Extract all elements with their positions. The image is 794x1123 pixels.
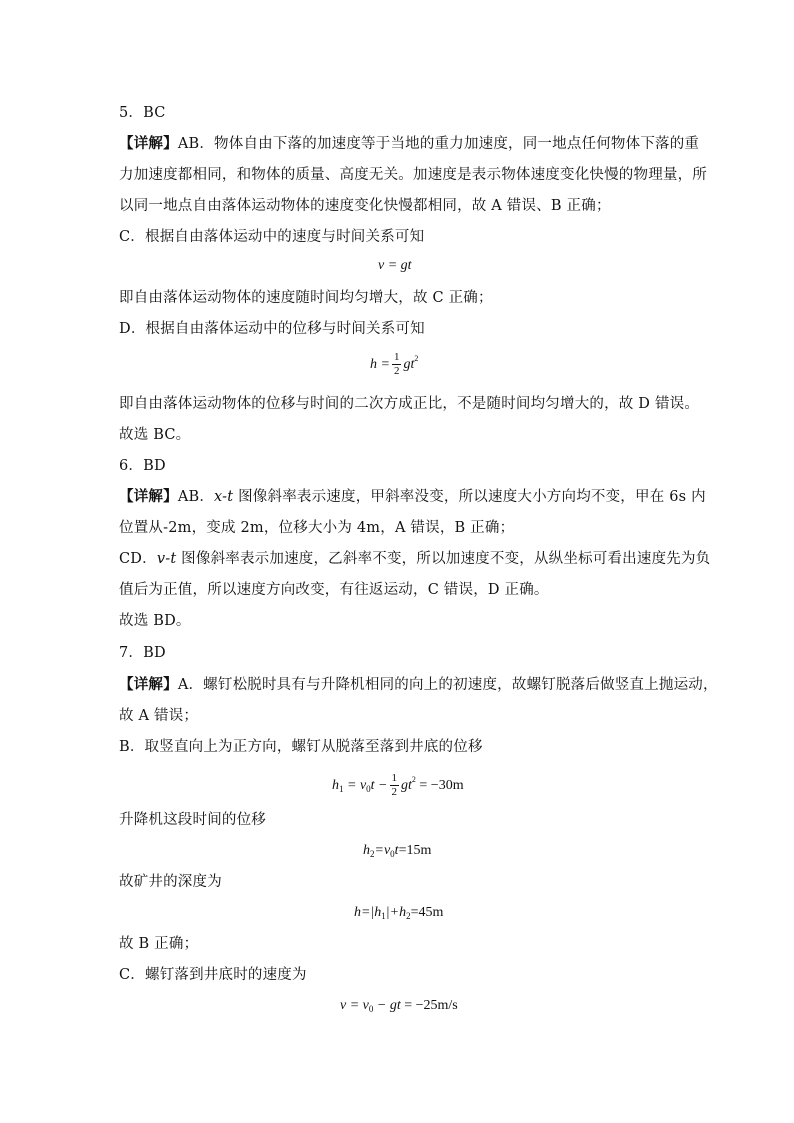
q7-header: 7．BD [119,645,166,661]
q5-f2-den: 2 [393,365,400,378]
q7-f6-b: − gt [373,998,401,1013]
q6-line2: 位置从-2m，变成 2m，位移大小为 4m，A 错误，B 正确； [119,520,515,536]
q7-line4: 升降机这段时间的位移 [119,812,266,828]
q6-l1b: x-t [214,489,234,505]
q5-formula-displacement [370,349,418,378]
q6-line5: 故选 BD。 [119,613,191,629]
q7-f3-b-sub: 0 [366,784,371,794]
q6-line3 [119,549,711,569]
q7-formula-screw-displacement [332,770,464,799]
q5-f2-left: h = [370,357,390,372]
q5-line2: 力加速度都相同，和物体的质量、高度无关。加速度是表示物体速度变化快慢的物理量，所 [119,167,707,183]
q7-line3: B．取竖直向上为正方向，螺钉从脱落至落到井底的位移 [119,739,483,755]
q7-f5-b-sub: 1 [381,911,386,921]
q7-f5-d: =45m [410,905,444,920]
q6-line4: 值后为正值，所以速度方向改变，有往返运动，C 错误，D 正确。 [119,582,549,598]
q7-line1 [119,675,718,695]
q5-f2-exp: 2 [414,354,419,363]
q7-f3-e: = −30m [415,778,464,793]
q7-f4-c: t [394,843,399,858]
q6-l1a: AB． [177,489,215,505]
q7-f3-fraction [390,772,400,799]
q5-tag: 【详解】 [119,135,178,152]
q5-line7: 即自由落体运动物体的位移与时间的二次方成正比，不是随时间均匀增大的，故 D 错误。 [119,396,700,412]
q5-line4: C．根据自由落体运动中的速度与时间关系可知 [119,229,425,245]
q5-line5: 即自由落体运动物体的速度随时间均匀增大，故 C 正确； [119,290,493,306]
q5-line8: 故选 BC。 [119,427,191,443]
q5-f2-right: gt [403,357,415,372]
q6-line1 [119,487,706,507]
q7-tag: 【详解】 [119,676,178,693]
q7-f3-d: gt [401,778,412,793]
q7-f4-d: =15m [398,843,432,858]
q7-f6-c: = −25m/s [400,998,458,1013]
q5-f2-num: 1 [393,351,400,364]
q7-line2: 故 A 错误； [119,708,199,724]
q7-f5-a: h [354,905,361,920]
q7-f3-den: 2 [391,786,398,799]
q7-f5-c: |+h [385,905,407,920]
q7-formula-final-velocity [340,996,458,1019]
q7-line6: 故 B 正确； [119,936,199,952]
q5-line3: 以同一地点自由落体运动物体的速度变化快慢都相同，故 A 错误、B 正确； [119,198,611,214]
q7-f3-num: 1 [391,772,398,785]
q5-formula-velocity: v = gt [378,258,412,273]
q7-f3-a-sub: 1 [339,784,344,794]
q5-line6: D．根据自由落体运动中的位移与时间关系可知 [119,321,425,337]
q5-f2-fraction [392,351,402,378]
q7-f5-c-sub: 2 [406,911,411,921]
q7-f4-b-sub: 0 [390,849,395,859]
q6-l1c: 图像斜率表示速度，甲斜率没变，所以速度大小方向均不变，甲在 6s 内 [233,489,706,505]
q7-formula-shaft-depth [354,903,443,926]
q5-line1 [119,134,700,154]
q7-f3-exp: 2 [411,775,416,784]
q6-l3b: v-t [156,551,177,567]
q6-l3a: CD． [119,551,157,567]
q5-header: 5．BC [119,105,166,121]
q7-f3-a: h [332,778,339,793]
q7-formula-elevator-displacement [363,841,431,864]
q7-f4-a-sub: 2 [370,849,375,859]
q7-line5: 故矿井的深度为 [119,874,222,890]
q7-f3-b: = v [343,778,367,793]
q7-f3-c: t − [370,778,388,793]
q7-f4-a: h [363,843,370,858]
q7-line7: C．螺钉落到井底时的速度为 [119,967,307,983]
q5-line1-text: AB．物体自由下落的加速度等于当地的重力加速度，同一地点任何物体下落的重 [177,136,700,152]
q7-f5-b: =|h [361,905,382,920]
q6-tag: 【详解】 [119,488,178,505]
q6-header: 6．BD [119,458,166,474]
q7-f4-b: =v [374,843,391,858]
q7-f6-a-sub: 0 [368,1004,374,1014]
q6-l3c: 图像斜率表示加速度，乙斜率不变，所以加速度不变，从纵坐标可看出速度先为负 [176,551,711,567]
q7-f6-a: v = v [340,998,369,1013]
q7-line1-text: A．螺钉松脱时具有与升降机相同的向上的初速度，故螺钉脱落后做竖直上抛运动， [177,677,718,693]
